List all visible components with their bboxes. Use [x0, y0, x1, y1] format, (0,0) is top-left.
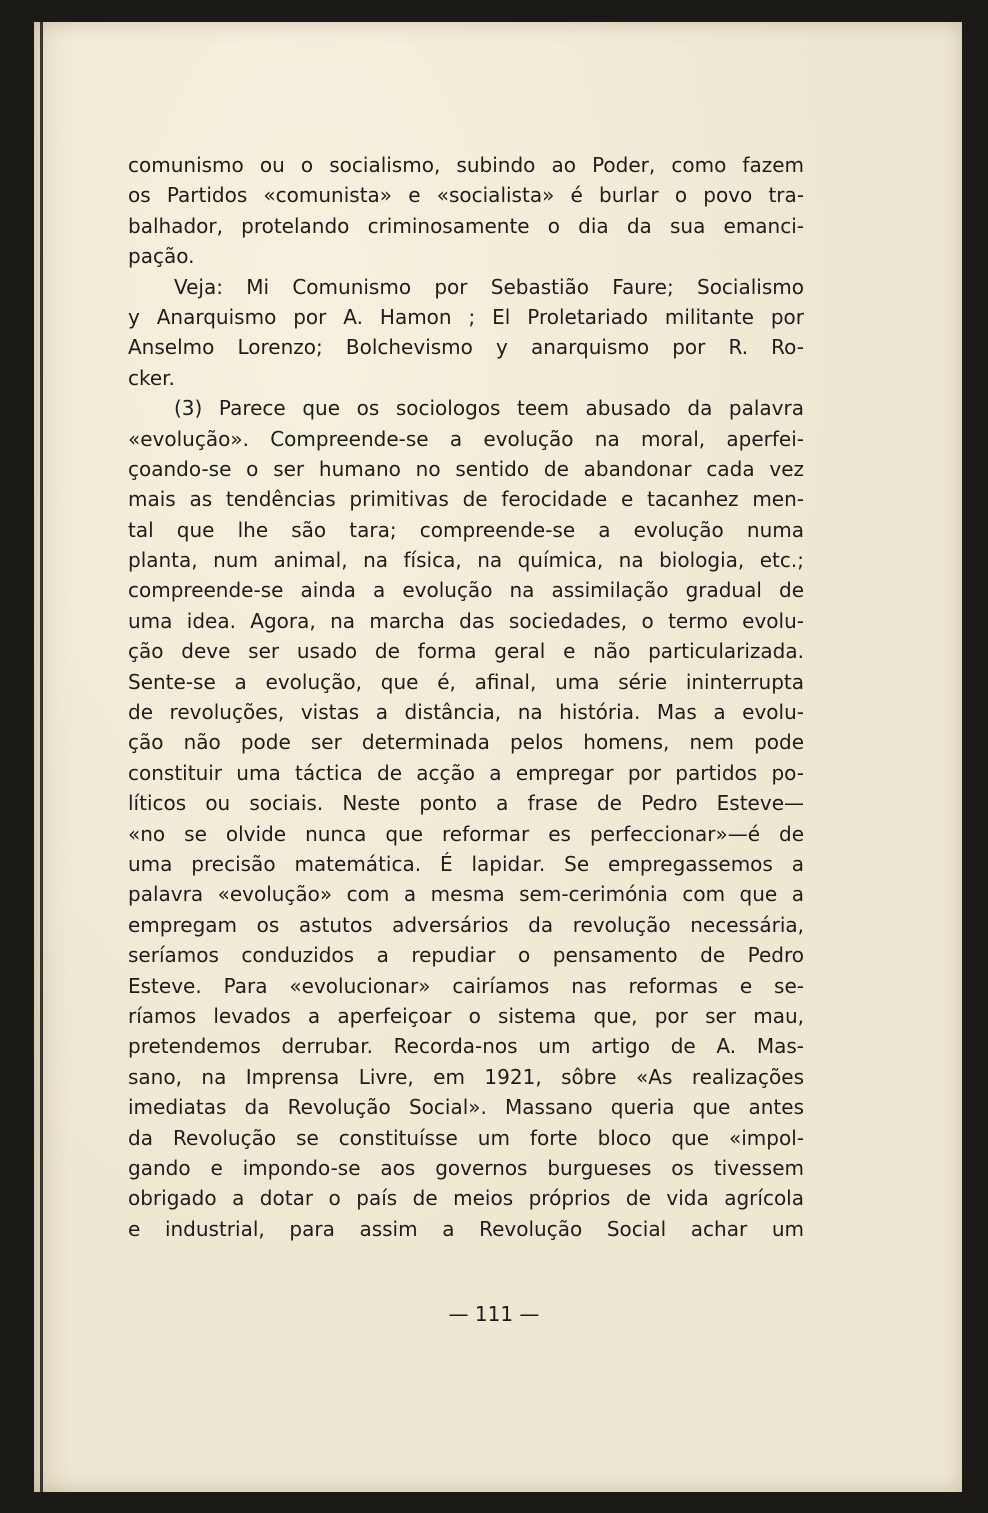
- text-line: pação.: [128, 244, 195, 269]
- text-line: «no se olvide nunca que reformar es perfeccionar»—é de: [128, 821, 804, 846]
- page-edge-shadow: [40, 22, 43, 1492]
- text-line: Esteve. Para «evolucionar» cairíamos nas reformas e se-: [128, 973, 804, 998]
- text-line: y Anarquismo por A. Hamon ; El Proletariado militante por: [128, 304, 804, 329]
- text-line: mais as tendências primitivas de ferocidade e tacanhez men-: [128, 487, 804, 512]
- page-number: — 111 —: [448, 1302, 540, 1326]
- text-line: Sente-se a evolução, que é, afinal, uma série ininterrupta: [128, 669, 804, 694]
- text-line: çoando-se o ser humano no sentido de abandonar cada vez: [128, 456, 804, 481]
- text-line: gando e impondo-se aos governos burgueses os tivessem: [128, 1155, 804, 1180]
- text-line: tal que lhe são tara; compreende-se a evolução numa: [128, 517, 804, 542]
- text-line: Veja: Mi Comunismo por Sebastião Faure; Socialismo: [174, 274, 804, 299]
- text-line: líticos ou sociais. Neste ponto a frase de Pedro Esteve—: [128, 791, 804, 816]
- text-line: obrigado a dotar o país de meios próprios de vida agrícola: [128, 1186, 804, 1211]
- text-line: cker.: [128, 365, 175, 390]
- text-line: pretendemos derrubar. Recorda-nos um artigo de A. Mas-: [128, 1034, 804, 1059]
- text-line: ríamos levados a aperfeiçoar o sistema que, por ser mau,: [128, 1003, 804, 1028]
- text-line: «evolução». Compreende-se a evolução na moral, aperfei-: [128, 426, 804, 451]
- text-line: constituir uma táctica de acção a empregar por partidos po-: [128, 760, 804, 785]
- text-line: uma idea. Agora, na marcha das sociedades, o termo evolu-: [128, 608, 804, 633]
- text-line: uma precisão matemática. É lapidar. Se empregassemos a: [128, 851, 804, 876]
- text-line: os Partidos «comunista» e «socialista» é burlar o povo tra-: [128, 183, 804, 208]
- text-line: ção deve ser usado de forma geral e não particularizada.: [128, 639, 804, 664]
- text-line: balhador, protelando criminosamente o dia da sua emanci-: [128, 213, 804, 238]
- text-line: empregam os astutos adversários da revolução necessária,: [128, 912, 804, 937]
- text-line: (3) Parece que os sociologos teem abusado da palavra: [174, 396, 804, 421]
- text-line: sano, na Imprensa Livre, em 1921, sôbre «As realizações: [128, 1064, 804, 1089]
- text-line: palavra «evolução» com a mesma sem-cerimónia com que a: [128, 882, 804, 907]
- text-line: e industrial, para assim a Revolução Social achar um: [128, 1216, 804, 1241]
- text-line: Anselmo Lorenzo; Bolchevismo y anarquismo por R. Ro-: [128, 335, 804, 360]
- text-line: ção não pode ser determinada pelos homens, nem pode: [128, 730, 804, 755]
- text-line: da Revolução se constituísse um forte bloco que «impol-: [128, 1125, 804, 1150]
- body-text: [128, 150, 804, 1244]
- text-line: imediatas da Revolução Social». Massano queria que antes: [128, 1095, 804, 1120]
- text-line: comunismo ou o socialismo, subindo ao Poder, como fazem: [128, 153, 804, 177]
- text-line: planta, num animal, na física, na química, na biologia, etc.;: [128, 548, 804, 573]
- text-line: de revoluções, vistas a distância, na história. Mas a evolu-: [128, 700, 804, 725]
- text-line: compreende-se ainda a evolução na assimilação gradual de: [128, 578, 804, 603]
- text-line: seríamos conduzidos a repudiar o pensamento de Pedro: [128, 943, 804, 968]
